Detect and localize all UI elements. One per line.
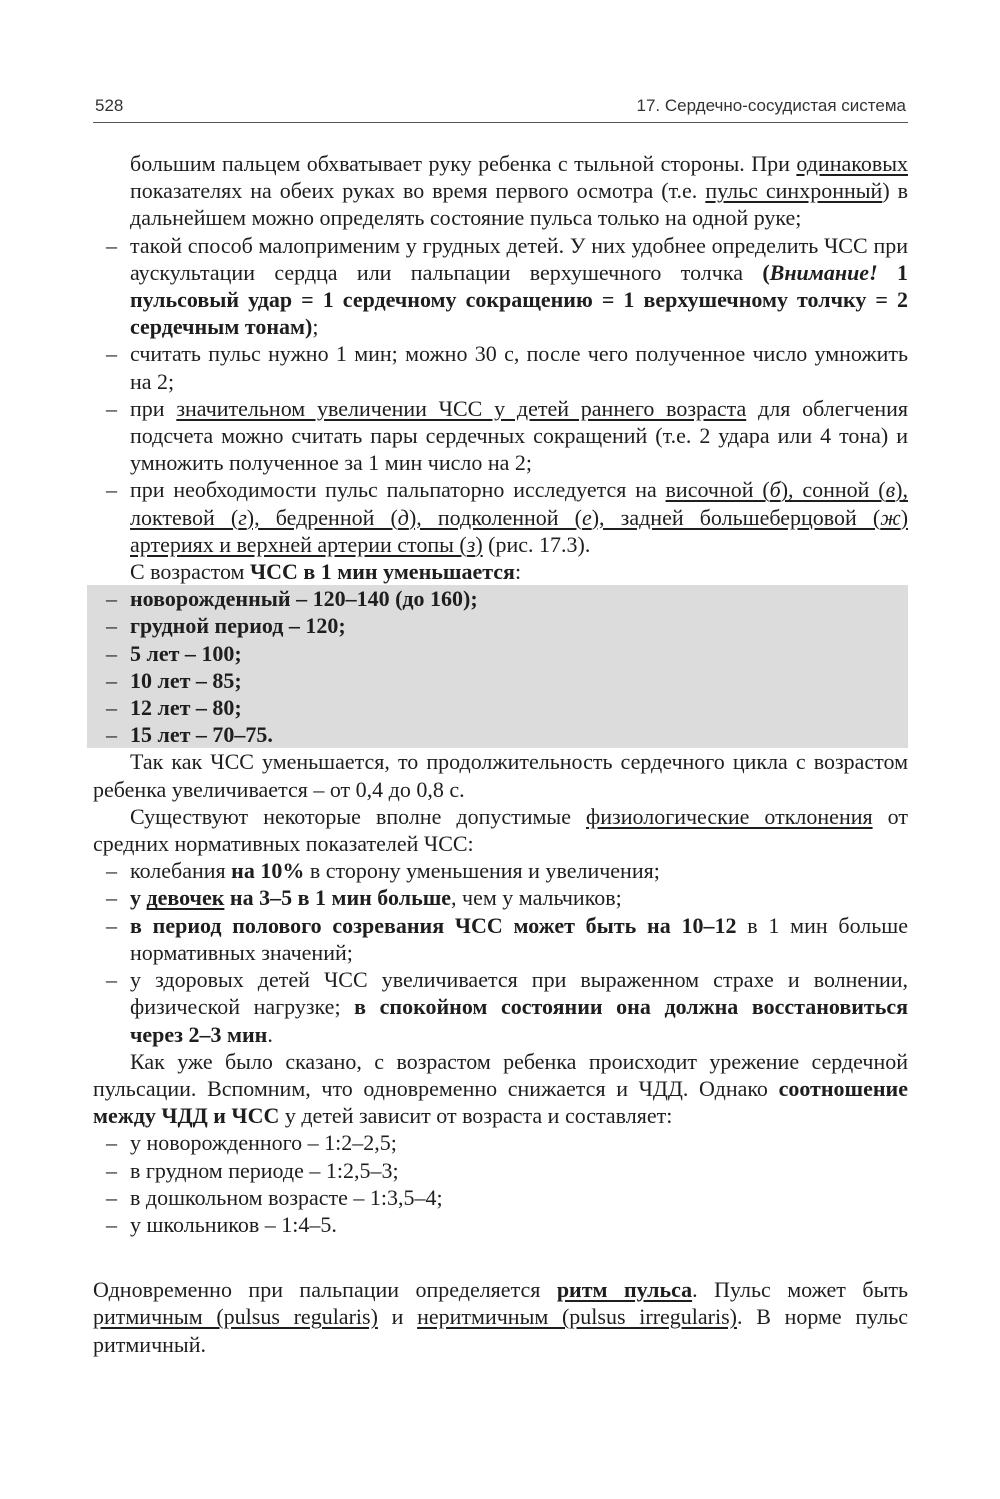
list-item-continuation: большим пальцем обхватывает руку ребенка с тыльной стороны. При одинаковых показателях на обеих руках во время первого осмотра (т.е. пульс синхронный) в дальнейшем можно определять состояние пульса только на одной руке; bbox=[130, 151, 909, 231]
list-item: – в грудном периоде – 1:2,5–3; bbox=[106, 1157, 399, 1183]
list-dash: – bbox=[106, 232, 117, 258]
list-item: – 15 лет – 70–75. bbox=[106, 722, 273, 748]
underlined-term: физиологические отклонения bbox=[586, 803, 873, 829]
list-item: – в период полового созревания ЧСС может быть на 10–12 в 1 мин больше нормативных значений; bbox=[106, 912, 908, 965]
list-item: – у девочек на 3–5 в 1 мин больше, чем у мальчиков; bbox=[106, 885, 622, 911]
page-number: 528 bbox=[95, 96, 124, 115]
chapter-title: 17. Сердечно-сосудистая система bbox=[636, 96, 906, 115]
list-item: – грудной период – 120; bbox=[106, 613, 346, 639]
list-dash: – bbox=[106, 341, 117, 367]
list-item: – 10 лет – 85; bbox=[106, 667, 242, 693]
paragraph: Как уже было сказано, с возрастом ребенка происходит урежение сердечной пульсации. Вспомним, что одновременно снижается и ЧДД. Однако соотношение между ЧДД и ЧСС у детей зависит от возраста и составляет: bbox=[93, 1048, 908, 1129]
list-item: – у школьников – 1:4–5. bbox=[106, 1211, 337, 1237]
underlined-term: ритм пульса bbox=[556, 1277, 693, 1303]
list-item: – считать пульс нужно 1 мин; можно 30 с, после чего полученное число умножить на 2; bbox=[106, 341, 908, 394]
underlined-term: девочек bbox=[146, 885, 225, 911]
paragraph: Так как ЧСС уменьшается, то продолжительность сердечного цикла с возрастом ребенка увеличивается – от 0,4 до 0,8 с. bbox=[93, 749, 908, 802]
paragraph: Одновременно при пальпации определяется ритм пульса. Пульс может быть ритмичным (pulsus regularis) и неритмичным (pulsus irregularis). В норме пульс ритмичный. bbox=[93, 1277, 909, 1357]
list-dash: – bbox=[106, 395, 117, 421]
running-header bbox=[93, 92, 908, 123]
list-item: – у новорожденного – 1:2–2,5; bbox=[106, 1130, 397, 1156]
list-item: – у здоровых детей ЧСС увеличивается при выраженном страхе и волнении, физической нагрузке; в спокойном состоянии она должна восстановиться через 2–3 мин. bbox=[106, 967, 908, 1047]
paragraph: Существуют некоторые вполне допустимые физиологические отклонения от средних нормативных показателей ЧСС: bbox=[93, 803, 908, 857]
page-body bbox=[93, 150, 908, 1358]
underlined-term: значительном увеличении ЧСС у детей раннего возраста bbox=[176, 395, 747, 421]
list-item: – при необходимости пульс пальпаторно исследуется на височной (б), сонной (в), локтевой (г), бедренной (д), подколенной (е), задней большеберцовой (ж) артериях и верхней артерии стопы (з) (рис. 17.3). bbox=[106, 477, 909, 557]
list-item: – при значительном увеличении ЧСС у детей раннего возраста для облегчения подсчета можно считать пары сердечных сокращений (т.е. 2 удара или 4 тона) и умножить полученное за 1 мин число на 2; bbox=[106, 395, 908, 476]
list-item: – такой способ малоприменим у грудных детей. У них удобнее определить ЧСС при аускультации сердца или пальпации верхушечного толчка (Внимание! 1 пульсовый удар = 1 сердечному сокращению = 1 верхушечному толчку = 2 сердечным тонам); bbox=[106, 232, 908, 340]
spacer bbox=[93, 1238, 908, 1276]
underlined-term: ритмичным (pulsus regularis) bbox=[93, 1304, 378, 1330]
list-item: – колебания на 10% в сторону уменьшения и увеличения; bbox=[106, 858, 660, 884]
attention-note: Внимание! bbox=[769, 259, 878, 285]
artery-list: височной (б), сонной (в), локтевой (г), бедренной (д), подколенной (е), задней большеберцовой (ж) артериях и верхней артерии стопы (з) bbox=[130, 477, 909, 557]
list-dash: – bbox=[106, 477, 117, 503]
highlighted-hr-list bbox=[87, 585, 908, 748]
list-item: – новорожденный – 120–140 (до 160); bbox=[106, 586, 478, 612]
paragraph: С возрастом ЧСС в 1 мин уменьшается: bbox=[130, 559, 522, 585]
list-item: – в дошкольном возрасте – 1:3,5–4; bbox=[106, 1184, 443, 1210]
list-item: – 12 лет – 80; bbox=[106, 695, 242, 721]
bold-statement: 1 пульсовый удар = 1 сердечному сокращению = 1 верхушечному толчку = 2 сердечным тонам bbox=[130, 259, 908, 340]
underlined-term: одинаковых bbox=[796, 151, 908, 176]
underlined-term: пульс синхронный bbox=[705, 178, 883, 204]
underlined-term: неритмичным (pulsus irregularis) bbox=[417, 1304, 737, 1330]
list-item: – 5 лет – 100; bbox=[106, 640, 242, 666]
